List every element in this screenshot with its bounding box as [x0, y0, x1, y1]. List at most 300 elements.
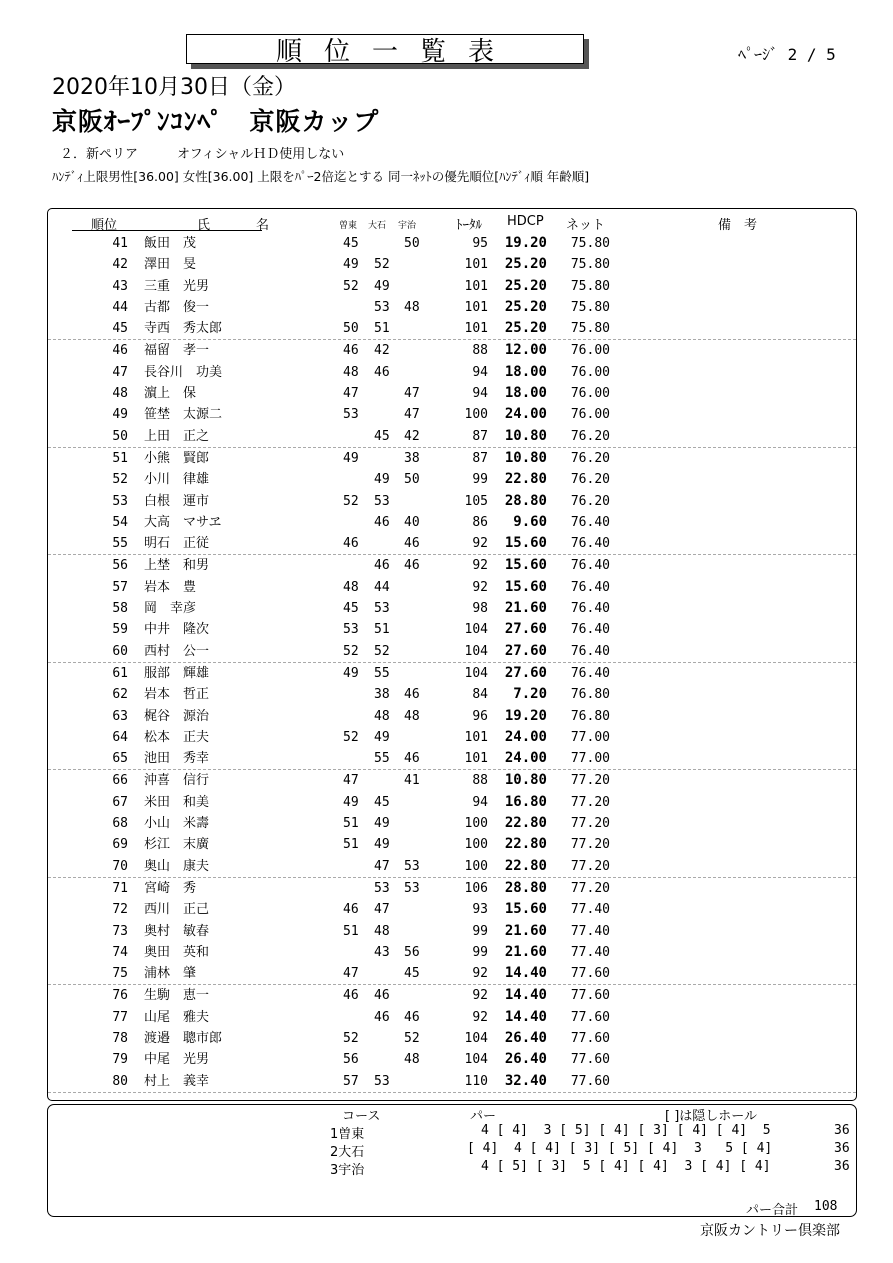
- table-row: [48, 276, 856, 297]
- name-cell: 明石 正従: [144, 536, 210, 552]
- course1-score: 47: [343, 386, 359, 402]
- rank-cell: 45: [112, 321, 128, 337]
- handicap-conditions: ﾊﾝﾃﾞｨ上限男性[36.00] 女性[36.00] 上限をﾊﾟｰ2倍迄とする 同一ﾈｯﾄの優先順位[ﾊﾝﾃﾞｨ順 年齢順]: [52, 169, 590, 184]
- total-score: 92: [472, 988, 488, 1004]
- total-score: 99: [472, 923, 488, 939]
- total-score: 104: [464, 1052, 488, 1068]
- net-score: 77.60: [570, 1030, 610, 1046]
- rank-cell: 65: [112, 751, 128, 767]
- total-score: 101: [464, 278, 488, 294]
- rank-cell: 42: [112, 257, 128, 273]
- name-cell: 生駒 恵一: [144, 988, 210, 1004]
- course2-score: 42: [374, 343, 390, 359]
- course2-score: 53: [374, 1073, 390, 1089]
- hdcp-value: 10.80: [504, 772, 547, 789]
- name-cell: 小川 律雄: [144, 472, 210, 488]
- net-score: 77.60: [570, 988, 610, 1004]
- table-row: [48, 684, 856, 705]
- total-score: 101: [464, 751, 488, 767]
- course1-score: 46: [343, 988, 359, 1004]
- course1-score: 45: [343, 236, 359, 251]
- course2-score: 46: [374, 558, 390, 574]
- net-score: 76.40: [570, 622, 610, 638]
- table-row: [48, 792, 856, 813]
- course1-score: 52: [343, 643, 359, 659]
- hdcp-value: 10.80: [504, 449, 547, 466]
- table-row: [48, 942, 856, 963]
- course3-score: 46: [404, 751, 420, 767]
- net-score: 77.20: [570, 858, 610, 874]
- rank-cell: 70: [112, 858, 128, 874]
- table-row: [48, 748, 856, 770]
- rank-cell: 47: [112, 364, 128, 380]
- course-total: 36: [834, 1159, 850, 1174]
- table-row: [48, 706, 856, 727]
- rank-cell: 52: [112, 472, 128, 488]
- table-row: [48, 512, 856, 533]
- table-row: [48, 577, 856, 598]
- rank-cell: 49: [112, 407, 128, 423]
- table-row: [48, 963, 856, 985]
- course2-score: 45: [374, 428, 390, 444]
- col-header-net: ネット: [566, 218, 606, 233]
- course-holes: 4 [ 4] 3 [ 5] [ 4] [ 3] [ 4] [ 4] 5: [481, 1123, 771, 1138]
- rank-cell: 58: [112, 601, 128, 617]
- name-cell: 村上 義幸: [144, 1073, 210, 1089]
- course2-score: 46: [374, 988, 390, 1004]
- net-score: 76.40: [570, 643, 610, 659]
- net-score: 77.60: [570, 1009, 610, 1025]
- rank-cell: 79: [112, 1052, 128, 1068]
- table-row: [48, 1071, 856, 1093]
- rank-cell: 51: [112, 450, 128, 466]
- total-score: 84: [472, 687, 488, 703]
- course1-score: 51: [343, 837, 359, 853]
- course2-score: 44: [374, 579, 390, 595]
- hdcp-value: 21.60: [504, 600, 547, 617]
- col-header-rank: 順位: [91, 218, 118, 233]
- total-score: 87: [472, 450, 488, 466]
- table-row: [48, 297, 856, 318]
- course2-score: 46: [374, 1009, 390, 1025]
- course3-score: 41: [404, 773, 420, 789]
- table-row: [48, 641, 856, 663]
- name-cell: 白根 運市: [144, 493, 210, 509]
- course1-score: 47: [343, 773, 359, 789]
- course3-score: 46: [404, 687, 420, 703]
- total-score: 110: [464, 1073, 488, 1089]
- net-score: 77.20: [570, 773, 610, 789]
- total-score: 101: [464, 321, 488, 337]
- course2-score: 55: [374, 751, 390, 767]
- table-row: [48, 1028, 856, 1049]
- table-row: [48, 598, 856, 619]
- course1-score: 57: [343, 1073, 359, 1089]
- total-score: 104: [464, 1030, 488, 1046]
- name-cell: 奥山 康夫: [144, 858, 210, 874]
- net-score: 75.80: [570, 278, 610, 294]
- total-score: 100: [464, 858, 488, 874]
- hdcp-value: 25.20: [504, 298, 547, 315]
- hdcp-value: 28.80: [504, 879, 547, 896]
- col-header-name-2: 名: [256, 218, 270, 233]
- course-name: 2大石: [330, 1145, 365, 1160]
- course3-score: 53: [404, 880, 420, 896]
- net-score: 76.40: [570, 536, 610, 552]
- course1-score: 48: [343, 579, 359, 595]
- table-row: [48, 985, 856, 1006]
- hidden-hole-note: [ ]は隠しホール: [665, 1109, 758, 1124]
- hdcp-value: 25.20: [504, 320, 547, 337]
- name-cell: 岩本 哲正: [144, 687, 210, 703]
- rank-cell: 57: [112, 579, 128, 595]
- rank-cell: 55: [112, 536, 128, 552]
- course3-score: 52: [404, 1030, 420, 1046]
- course1-score: 52: [343, 729, 359, 745]
- col-header-notes: 備 考: [718, 218, 758, 233]
- course1-score: 46: [343, 343, 359, 359]
- name-cell: 寺西 秀太郎: [144, 321, 223, 337]
- total-score: 104: [464, 643, 488, 659]
- course2-score: 53: [374, 493, 390, 509]
- course-name: 3宇治: [330, 1163, 365, 1178]
- rank-cell: 73: [112, 923, 128, 939]
- hdcp-value: 16.80: [504, 793, 547, 810]
- course3-score: 56: [404, 944, 420, 960]
- course1-score: 50: [343, 321, 359, 337]
- total-score: 92: [472, 579, 488, 595]
- par-label: パー: [470, 1109, 497, 1124]
- name-cell: 山尾 雅夫: [144, 1009, 210, 1025]
- rank-cell: 43: [112, 278, 128, 294]
- name-cell: 笹埜 太源二: [144, 407, 223, 423]
- hdcp-value: 15.60: [504, 557, 547, 574]
- hdcp-value: 19.20: [504, 235, 547, 251]
- hdcp-value: 15.60: [504, 535, 547, 552]
- course1-score: 52: [343, 1030, 359, 1046]
- hdcp-value: 27.60: [504, 621, 547, 638]
- col-header-course2: 大石: [368, 221, 387, 231]
- course2-score: 53: [374, 880, 390, 896]
- rank-cell: 64: [112, 729, 128, 745]
- total-score: 105: [464, 493, 488, 509]
- net-score: 77.00: [570, 751, 610, 767]
- report-title: 順位一覧表: [186, 34, 584, 64]
- rank-cell: 44: [112, 299, 128, 315]
- course2-score: 53: [374, 601, 390, 617]
- header-underline: [72, 230, 262, 231]
- total-score: 101: [464, 257, 488, 273]
- course1-score: 56: [343, 1052, 359, 1068]
- course3-score: 46: [404, 1009, 420, 1025]
- total-score: 101: [464, 729, 488, 745]
- course2-score: 49: [374, 837, 390, 853]
- name-cell: 杉江 末廣: [144, 837, 210, 853]
- course-holes: 4 [ 5] [ 3] 5 [ 4] [ 4] 3 [ 4] [ 4]: [481, 1159, 771, 1174]
- net-score: 76.20: [570, 493, 610, 509]
- course3-score: 45: [404, 966, 420, 982]
- net-score: 77.20: [570, 816, 610, 832]
- course3-score: 47: [404, 407, 420, 423]
- name-cell: 長谷川 功美: [144, 364, 223, 380]
- net-score: 75.80: [570, 321, 610, 337]
- scoring-method: ２．新ペリア オフィシャルＨＤ使用しない: [60, 147, 345, 162]
- rank-cell: 68: [112, 816, 128, 832]
- course3-score: 40: [404, 514, 420, 530]
- total-score: 92: [472, 1009, 488, 1025]
- course2-score: 48: [374, 923, 390, 939]
- rank-cell: 53: [112, 493, 128, 509]
- hdcp-value: 14.40: [504, 987, 547, 1004]
- net-score: 75.80: [570, 257, 610, 273]
- par-total-value: 108: [814, 1199, 838, 1214]
- course1-score: 46: [343, 902, 359, 918]
- hdcp-value: 12.00: [504, 342, 547, 359]
- table-row: [48, 491, 856, 512]
- course2-score: 45: [374, 794, 390, 810]
- net-score: 77.20: [570, 880, 610, 896]
- name-cell: 松本 正夫: [144, 729, 210, 745]
- net-score: 77.40: [570, 923, 610, 939]
- rank-cell: 67: [112, 794, 128, 810]
- course3-score: 46: [404, 536, 420, 552]
- hdcp-value: 10.80: [504, 427, 547, 444]
- total-score: 96: [472, 708, 488, 724]
- course2-score: 55: [374, 665, 390, 681]
- course1-score: 49: [343, 665, 359, 681]
- net-score: 77.60: [570, 966, 610, 982]
- total-score: 88: [472, 343, 488, 359]
- total-score: 100: [464, 837, 488, 853]
- table-row: [48, 813, 856, 834]
- hdcp-value: 24.00: [504, 728, 547, 745]
- club-name: 京阪カントリー倶楽部: [700, 1223, 840, 1239]
- total-score: 104: [464, 622, 488, 638]
- table-row: [48, 469, 856, 490]
- table-row: [48, 834, 856, 855]
- name-cell: 奥村 敏春: [144, 923, 210, 939]
- rank-cell: 41: [112, 236, 128, 251]
- net-score: 76.20: [570, 428, 610, 444]
- total-score: 101: [464, 299, 488, 315]
- total-score: 87: [472, 428, 488, 444]
- net-score: 76.80: [570, 708, 610, 724]
- total-score: 88: [472, 773, 488, 789]
- net-score: 76.00: [570, 343, 610, 359]
- col-header-hdcp: HDCP: [507, 214, 544, 229]
- rank-cell: 56: [112, 558, 128, 574]
- hdcp-value: 28.80: [504, 492, 547, 509]
- total-score: 94: [472, 386, 488, 402]
- net-score: 76.40: [570, 514, 610, 530]
- hdcp-value: 26.40: [504, 1051, 547, 1068]
- name-cell: 浦林 肇: [144, 966, 197, 982]
- name-cell: 沖喜 信行: [144, 773, 210, 789]
- course1-score: 46: [343, 536, 359, 552]
- rank-cell: 48: [112, 386, 128, 402]
- hdcp-value: 22.80: [504, 857, 547, 874]
- net-score: 76.40: [570, 601, 610, 617]
- table-row: [48, 254, 856, 275]
- course3-score: 42: [404, 428, 420, 444]
- results-rows: [48, 233, 856, 1093]
- net-score: 77.00: [570, 729, 610, 745]
- par-total-label: パー合計: [746, 1203, 799, 1218]
- course2-score: 49: [374, 729, 390, 745]
- table-row: [48, 318, 856, 340]
- course1-score: 49: [343, 794, 359, 810]
- total-score: 104: [464, 665, 488, 681]
- hdcp-value: 32.40: [504, 1072, 547, 1089]
- rank-cell: 74: [112, 944, 128, 960]
- course1-score: 51: [343, 923, 359, 939]
- name-cell: 西川 正己: [144, 902, 210, 918]
- net-score: 76.00: [570, 407, 610, 423]
- course-total: 36: [834, 1123, 850, 1138]
- table-row: [48, 1049, 856, 1070]
- rank-cell: 61: [112, 665, 128, 681]
- col-header-name-1: 氏: [197, 218, 211, 233]
- event-date: 2020年10月30日（金）: [52, 75, 296, 100]
- hdcp-value: 22.80: [504, 836, 547, 853]
- course2-score: 46: [374, 514, 390, 530]
- total-score: 92: [472, 966, 488, 982]
- hdcp-value: 25.20: [504, 277, 547, 294]
- name-cell: 岡 幸彦: [144, 601, 197, 617]
- table-row: [48, 619, 856, 640]
- name-cell: 三重 光男: [144, 278, 210, 294]
- table-row: [48, 448, 856, 469]
- course3-score: 46: [404, 558, 420, 574]
- course1-score: 52: [343, 493, 359, 509]
- rank-cell: 80: [112, 1073, 128, 1089]
- rank-cell: 71: [112, 880, 128, 896]
- total-score: 98: [472, 601, 488, 617]
- table-row: [48, 383, 856, 404]
- name-cell: 服部 輝雄: [144, 665, 210, 681]
- name-cell: 中尾 光男: [144, 1052, 210, 1068]
- name-cell: 大高 マサヱ: [144, 514, 222, 530]
- hdcp-value: 21.60: [504, 943, 547, 960]
- net-score: 76.40: [570, 558, 610, 574]
- course3-score: 38: [404, 450, 420, 466]
- total-score: 100: [464, 816, 488, 832]
- rank-cell: 60: [112, 643, 128, 659]
- rank-cell: 59: [112, 622, 128, 638]
- rank-cell: 76: [112, 988, 128, 1004]
- course-holes: [ 4] 4 [ 4] [ 3] [ 5] [ 4] 3 5 [ 4]: [467, 1141, 773, 1156]
- hdcp-value: 22.80: [504, 471, 547, 488]
- rank-cell: 46: [112, 343, 128, 359]
- name-cell: 渡邉 聰市郎: [144, 1030, 223, 1046]
- name-cell: 梶谷 源治: [144, 708, 210, 724]
- name-cell: 奥田 英和: [144, 944, 210, 960]
- table-row: [48, 878, 856, 899]
- table-row: [48, 921, 856, 942]
- course2-score: 51: [374, 321, 390, 337]
- net-score: 76.20: [570, 450, 610, 466]
- total-score: 92: [472, 536, 488, 552]
- hdcp-value: 27.60: [504, 642, 547, 659]
- name-cell: 福留 孝一: [144, 343, 210, 359]
- course-name: 1曽東: [330, 1127, 365, 1142]
- course3-score: 48: [404, 708, 420, 724]
- net-score: 77.60: [570, 1052, 610, 1068]
- hdcp-value: 24.00: [504, 750, 547, 767]
- course1-score: 53: [343, 622, 359, 638]
- table-row: [48, 555, 856, 576]
- total-score: 106: [464, 880, 488, 896]
- course1-score: 51: [343, 816, 359, 832]
- hdcp-value: 18.00: [504, 363, 547, 380]
- rank-cell: 50: [112, 428, 128, 444]
- total-score: 100: [464, 407, 488, 423]
- hdcp-value: 18.00: [504, 385, 547, 402]
- name-cell: 中井 隆次: [144, 622, 210, 638]
- table-row: [48, 663, 856, 684]
- name-cell: 小熊 賢郎: [144, 450, 210, 466]
- hdcp-value: 14.40: [504, 1008, 547, 1025]
- course2-score: 52: [374, 643, 390, 659]
- hdcp-value: 14.40: [504, 965, 547, 982]
- course1-score: 49: [343, 257, 359, 273]
- name-cell: 上埜 和男: [144, 558, 210, 574]
- name-cell: 西村 公一: [144, 643, 210, 659]
- col-header-course3: 宇治: [398, 221, 417, 231]
- course2-score: 47: [374, 902, 390, 918]
- name-cell: 池田 秀幸: [144, 751, 210, 767]
- table-row: [48, 233, 856, 254]
- hdcp-value: 21.60: [504, 922, 547, 939]
- hdcp-value: 25.20: [504, 256, 547, 273]
- net-score: 76.00: [570, 386, 610, 402]
- rank-cell: 77: [112, 1009, 128, 1025]
- col-header-course1: 曽東: [339, 221, 358, 231]
- course2-score: 46: [374, 364, 390, 380]
- name-cell: 澤田 旻: [144, 257, 197, 273]
- course2-score: 51: [374, 622, 390, 638]
- rank-cell: 78: [112, 1030, 128, 1046]
- total-score: 94: [472, 364, 488, 380]
- rank-cell: 72: [112, 902, 128, 918]
- hdcp-value: 9.60: [513, 513, 547, 530]
- net-score: 77.40: [570, 902, 610, 918]
- course1-score: 47: [343, 966, 359, 982]
- course2-score: 38: [374, 687, 390, 703]
- course2-score: 47: [374, 858, 390, 874]
- table-row: [48, 533, 856, 555]
- table-row: [48, 404, 856, 425]
- net-score: 76.20: [570, 472, 610, 488]
- total-score: 99: [472, 944, 488, 960]
- total-score: 94: [472, 794, 488, 810]
- name-cell: 濵上 保: [144, 386, 197, 402]
- page-indicator: ﾍﾟｰｼﾞ 2 / 5: [738, 45, 836, 64]
- net-score: 77.60: [570, 1073, 610, 1089]
- table-row: [48, 770, 856, 791]
- course1-score: 53: [343, 407, 359, 423]
- net-score: 76.80: [570, 687, 610, 703]
- total-score: 93: [472, 902, 488, 918]
- course3-score: 50: [404, 472, 420, 488]
- name-cell: 上田 正之: [144, 428, 210, 444]
- rank-cell: 54: [112, 514, 128, 530]
- total-score: 86: [472, 514, 488, 530]
- net-score: 77.20: [570, 837, 610, 853]
- course2-score: 53: [374, 299, 390, 315]
- table-row: [48, 426, 856, 448]
- rank-cell: 66: [112, 773, 128, 789]
